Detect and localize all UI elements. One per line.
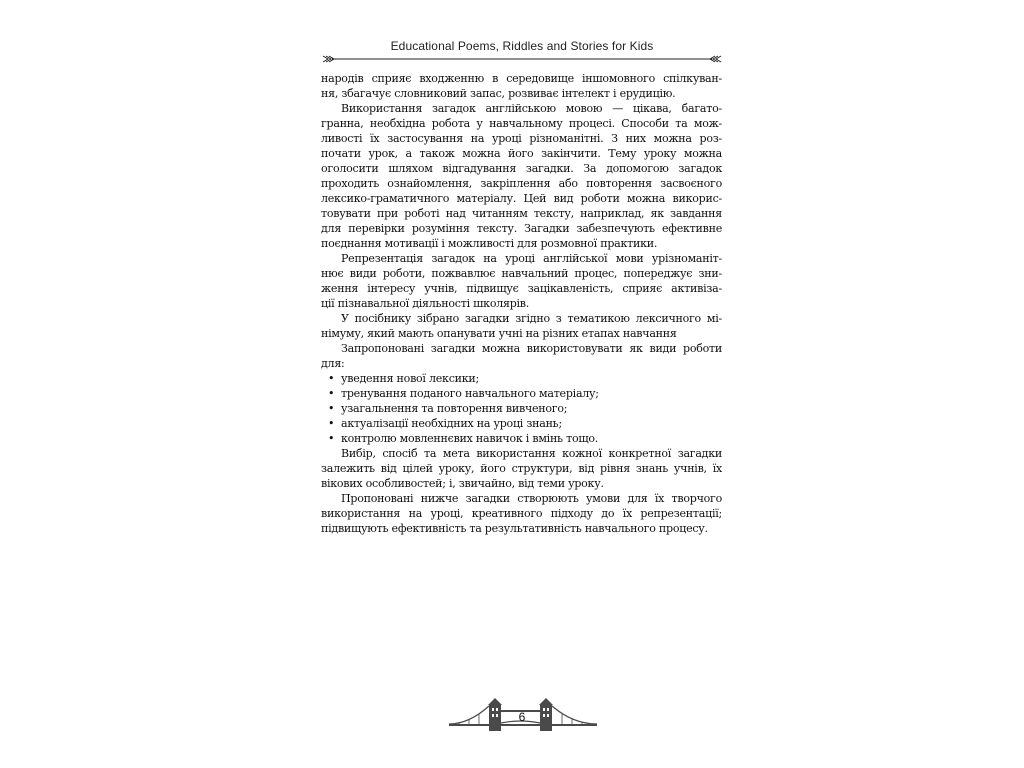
page-number: 6 [518,710,526,724]
text-line: поєднання мотивації і можливості для розмовної практики. [321,237,658,250]
text-line: німуму, який мають опанувати учні на різних етапах навчання [321,327,677,340]
text-line: оголосити шляхом відгадування загадки. За допомогою загадок [321,162,722,175]
text-line: ливості їх застосування на уроці різноманітні. З них можна роз- [321,132,722,145]
text-line: підвищують ефективність та результативність навчального процесу. [321,522,708,535]
header-rule-ornament [322,55,722,63]
list-item-text: актуалізації необхідних на уроці знань; [341,417,562,430]
bullet-icon: • [328,432,335,445]
paragraph-first-line: Пропоновані нижче загадки створюють умови для їх творчого [341,492,722,505]
text-line: залежить від цілей уроку, його структури, від рівня знань учнів, їх [321,462,722,475]
bullet-icon: • [328,417,335,430]
text-line: ження інтересу учнів, підвищує зацікавленість, сприяє активіза- [321,282,722,295]
list-item-text: узагальнення та повторення вивченого; [341,402,568,415]
text-line: ції пізнавальної діяльності школярів. [321,297,530,310]
text-line: народів сприяє входженню в середовище іншомовного спілкуван- [321,72,722,85]
paragraph-first-line: Репрезентація загадок на уроці англійської мови урізноманіт- [341,252,722,265]
text-line: для: [321,357,345,370]
running-header [322,38,722,62]
text-line: проходить ознайомлення, закріплення або повторення засвоєного [321,177,722,190]
text-line: нює види роботи, пожвавлює навчальний процес, попереджує зни- [321,267,722,280]
text-line: товувати при роботі над читанням тексту, наприклад, як завдання [321,207,722,220]
list-item-text: тренування поданого навчального матеріалу; [341,387,599,400]
paragraph-first-line: У посібнику зібрано загадки згідно з тематикою лексичного мі- [341,312,722,325]
text-line: вікових особливостей; і, звичайно, від теми уроку. [321,477,604,490]
paragraph-first-line: Запропоновані загадки можна використовувати як види роботи [341,342,722,355]
list-item-text: уведення нової лексики; [341,372,479,385]
text-line: гранна, необхідна робота у навчальному процесі. Способи та мож- [321,117,722,130]
text-line: почати урок, а також можна його закінчити. Тему уроку можна [321,147,722,160]
bullet-icon: • [328,372,335,385]
paragraph-first-line: Використання загадок англійською мовою — цікава, багато- [341,102,722,115]
list-item [321,431,722,446]
list-item [321,371,722,386]
list-item [321,416,722,431]
paragraph-first-line: Вибір, спосіб та мета використання кожної конкретної загадки [341,447,722,460]
text-line: ня, збагачує словниковий запас, розвиває інтелект і ерудицію. [321,87,676,100]
running-header-title: Educational Poems, Riddles and Stories for Kids [390,39,654,53]
text-line: для перевірки розуміння тексту. Загадки забезпечують ефективне [321,222,722,235]
body-text [321,71,722,536]
list-item [321,401,722,416]
list-item-text: контролю мовленнєвих навичок і вмінь тощо. [341,432,599,445]
bullet-icon: • [328,387,335,400]
text-line: лексико-граматичного матеріалу. Цей вид роботи можна викорис- [321,192,722,205]
bullet-icon: • [328,402,335,415]
text-line: використання на уроці, креативного підходу до їх репрезентації; [321,507,722,520]
page-footer [449,697,597,733]
list-item [321,386,722,401]
